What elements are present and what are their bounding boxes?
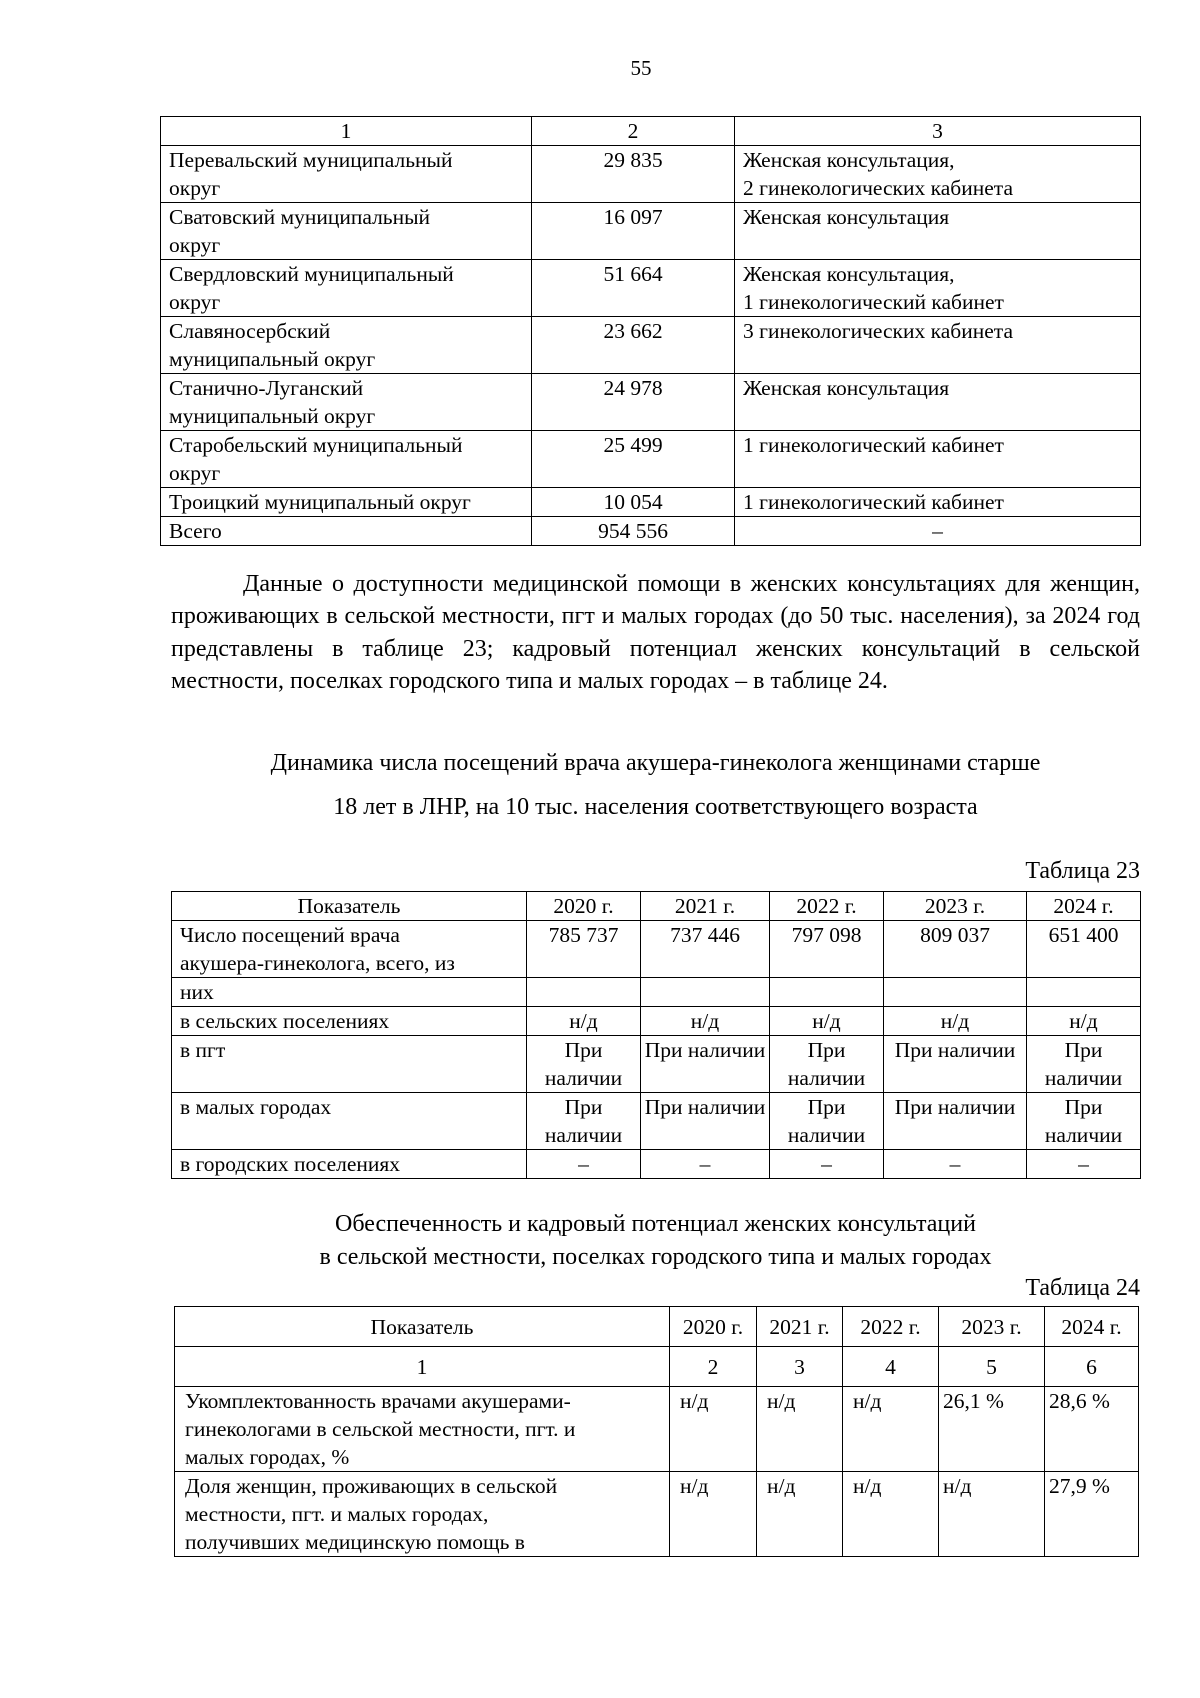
column-header-line: 2022 г. [796,894,857,918]
column-header-line: 2024 г. [1061,1314,1122,1339]
indicator-label [175,1472,670,1557]
table-row [175,1472,1139,1557]
value-cell: 26,1 % [939,1387,1045,1472]
facilities-note [735,374,1141,431]
table-row [161,203,1141,260]
facilities-note-line: – [932,519,943,543]
column-number-line: 5 [986,1354,997,1379]
column-number [939,1347,1045,1387]
indicator-label-line: малых городах, % [185,1445,350,1469]
facilities-note [735,488,1141,517]
column-header [172,892,527,921]
column-header [527,892,641,921]
indicator-label [172,1093,527,1150]
value-cell: н/д [527,1007,641,1036]
column-header [1045,1307,1139,1347]
facilities-note-line: Женская консультация, [743,148,955,172]
table-24 [174,1306,1139,1557]
district-name-line: муниципальный округ [169,347,376,371]
column-header [1027,892,1141,921]
district-name [161,146,532,203]
value-cell: н/д [939,1472,1045,1557]
indicator-label-line: в малых городах [180,1095,332,1119]
facilities-note [735,203,1141,260]
value-cell: При наличии [641,1036,770,1093]
indicator-label-line: в сельских поселениях [180,1009,390,1033]
column-header-line: 2021 г. [769,1314,830,1339]
district-name [161,203,532,260]
column-header [175,1307,670,1347]
column-header [757,1307,843,1347]
facilities-note-line: 1 гинекологический кабинет [743,290,1004,314]
facilities-note-line: Женская консультация [743,205,950,229]
population-value [532,488,735,517]
table24-title-line1: Обеспеченность и кадровый потенциал женских консультаций [335,1211,976,1237]
district-name [161,317,532,374]
table-row [172,978,1141,1007]
district-name [161,488,532,517]
value-cell: н/д [1027,1007,1141,1036]
indicator-label-line: гинекологами в сельской местности, пгт. и [185,1417,576,1441]
column-number-line: 6 [1086,1354,1097,1379]
table-row [161,431,1141,488]
indicator-label-line: Число посещений врача [180,923,400,947]
population-value [532,517,735,546]
column-header [670,1307,757,1347]
indicator-label-line: в городских поселениях [180,1152,401,1176]
facilities-note [735,431,1141,488]
facilities-note [735,517,1141,546]
value-cell: 28,6 % [1045,1387,1139,1472]
value-cell [527,978,641,1007]
indicator-label-line: акушера-гинеколога, всего, из [180,951,455,975]
indicator-label [175,1387,670,1472]
column-number-line: 2 [627,119,639,143]
column-header [770,892,884,921]
value-cell: При наличии [1027,1036,1141,1093]
indicator-label-line: Доля женщин, проживающих в сельской [185,1474,558,1498]
table23-label: Таблица 23 [1025,858,1140,884]
value-cell: н/д [843,1472,939,1557]
district-name [161,431,532,488]
district-name-line: округ [169,176,221,200]
value-cell: н/д [757,1472,843,1557]
value-cell: н/д [757,1387,843,1472]
district-name-line: Перевальский муниципальный [169,148,453,172]
column-number-line: 1 [416,1354,428,1379]
population-value-line: 24 978 [603,376,663,400]
column-number [670,1347,757,1387]
value-cell [1027,978,1141,1007]
value-cell: При наличии [770,1036,884,1093]
district-name [161,374,532,431]
facilities-note-line: Женская консультация [743,376,950,400]
facilities-note-line: 1 гинекологический кабинет [743,433,1004,457]
value-cell [641,978,770,1007]
value-cell: – [1027,1150,1141,1179]
table-row [161,374,1141,431]
facilities-note-line: 1 гинекологический кабинет [743,490,1004,514]
value-cell: При наличии [527,1036,641,1093]
value-cell: 785 737 [527,921,641,978]
district-name-line: Всего [169,519,222,543]
value-cell: При наличии [641,1093,770,1150]
column-number [757,1347,843,1387]
value-cell: н/д [670,1472,757,1557]
facilities-note [735,146,1141,203]
value-cell: – [527,1150,641,1179]
indicator-label [172,1007,527,1036]
value-cell: н/д [770,1007,884,1036]
district-name [161,260,532,317]
table23-title-line2: 18 лет в ЛНР, на 10 тыс. населения соответствующего возраста [333,794,978,820]
value-cell: н/д [641,1007,770,1036]
facilities-note [735,317,1141,374]
column-header-line: Показатель [297,894,401,918]
table23-title-line1: Динамика числа посещений врача акушера-гинеколога женщинами старше [270,750,1041,776]
district-name [161,517,532,546]
column-header-line: 2020 г. [553,894,614,918]
table-row [161,260,1141,317]
population-value-line: 51 664 [603,262,663,286]
population-value [532,146,735,203]
table-row [175,1387,1139,1472]
header-row [161,117,1141,146]
value-cell [770,978,884,1007]
table-row [161,146,1141,203]
value-cell: – [770,1150,884,1179]
table-row [161,517,1141,546]
indicator-label [172,921,527,978]
indicator-label-line: в пгт [180,1038,226,1062]
column-number-line: 4 [885,1354,896,1379]
column-header [884,892,1027,921]
value-cell: – [641,1150,770,1179]
column-header [641,892,770,921]
district-name-line: Сватовский муниципальный [169,205,431,229]
column-number-line: 1 [340,119,352,143]
column-header-line: 2022 г. [860,1314,921,1339]
column-number-line: 3 [932,119,943,143]
facilities-note-line: Женская консультация, [743,262,955,286]
population-value-line: 25 499 [603,433,663,457]
table24-label: Таблица 24 [1025,1275,1140,1301]
district-name-line: Славяносербский [169,319,331,343]
value-cell: При наличии [770,1093,884,1150]
value-cell: При наличии [884,1093,1027,1150]
indicator-label [172,1150,527,1179]
indicator-label-line: них [180,980,214,1004]
column-header [843,1307,939,1347]
table-row [172,1093,1141,1150]
column-header-line: 2023 г. [924,894,986,918]
district-name-line: округ [169,290,221,314]
column-number [532,117,735,146]
population-value [532,203,735,260]
table-row [172,921,1141,978]
column-number-line: 3 [794,1354,805,1379]
table-23 [171,891,1141,1179]
district-name-line: округ [169,461,221,485]
population-value [532,260,735,317]
facilities-note-line: 2 гинекологических кабинета [743,176,1013,200]
header-row [172,892,1141,921]
municipal-districts-table [160,116,1141,546]
population-value-line: 954 556 [598,519,668,543]
population-value [532,431,735,488]
district-name-line: Свердловский муниципальный [169,262,454,286]
column-number [843,1347,939,1387]
header-row [175,1307,1139,1347]
value-cell: н/д [884,1007,1027,1036]
column-number [175,1347,670,1387]
population-value-line: 10 054 [603,490,663,514]
indicator-label-line: местности, пгт. и малых городах, [185,1502,489,1526]
value-cell: При наличии [884,1036,1027,1093]
column-header-line: 2024 г. [1053,894,1114,918]
table-row [172,1150,1141,1179]
value-cell: н/д [843,1387,939,1472]
indicator-label [172,978,527,1007]
column-number [735,117,1141,146]
district-name-line: округ [169,233,221,257]
population-value-line: 16 097 [603,205,663,229]
district-name-line: Станично-Луганский [169,376,364,400]
value-cell: н/д [670,1387,757,1472]
value-cell: 651 400 [1027,921,1141,978]
facilities-note [735,260,1141,317]
indicator-label-line: Укомплектованность врачами акушерами- [185,1389,571,1413]
table-row [161,488,1141,517]
value-cell: 27,9 % [1045,1472,1139,1557]
indicator-label-line: получивших медицинскую помощь в [185,1530,525,1554]
population-value [532,317,735,374]
value-cell: 809 037 [884,921,1027,978]
district-name-line: Троицкий муниципальный округ [169,490,471,514]
district-name-line: Старобельский муниципальный [169,433,463,457]
population-value-line: 23 662 [603,319,663,343]
value-cell: При наличии [1027,1093,1141,1150]
body-paragraph: Данные о доступности медицинской помощи в женских консультациях для женщин, проживающих в сельской местности, пгт и малых городах (до 50 тыс. населения), за 2024 год представлены в таблице 23; кадровый потенциал женских консультаций в сельской местности, поселках городского типа и малых городах – в таблице 24. [171,571,1140,695]
column-header-line: 2020 г. [682,1314,744,1339]
page-number: 55 [630,56,652,80]
table-row [172,1036,1141,1093]
column-header [939,1307,1045,1347]
value-cell: При наличии [527,1093,641,1150]
value-cell: 737 446 [641,921,770,978]
column-header-line: Показатель [370,1314,474,1339]
value-cell: 797 098 [770,921,884,978]
column-number-line: 2 [707,1354,719,1379]
table24-title-line2: в сельской местности, поселках городского типа и малых городах [319,1244,992,1270]
population-value [532,374,735,431]
value-cell: – [884,1150,1027,1179]
district-name-line: муниципальный округ [169,404,376,428]
population-value-line: 29 835 [603,148,663,172]
column-header-line: 2021 г. [674,894,736,918]
facilities-note-line: 3 гинекологических кабинета [743,319,1013,343]
table-row [172,1007,1141,1036]
column-number [1045,1347,1139,1387]
table-row [161,317,1141,374]
value-cell [884,978,1027,1007]
column-header-line: 2023 г. [961,1314,1022,1339]
column-number [161,117,532,146]
indicator-label [172,1036,527,1093]
column-number-row [175,1347,1139,1387]
